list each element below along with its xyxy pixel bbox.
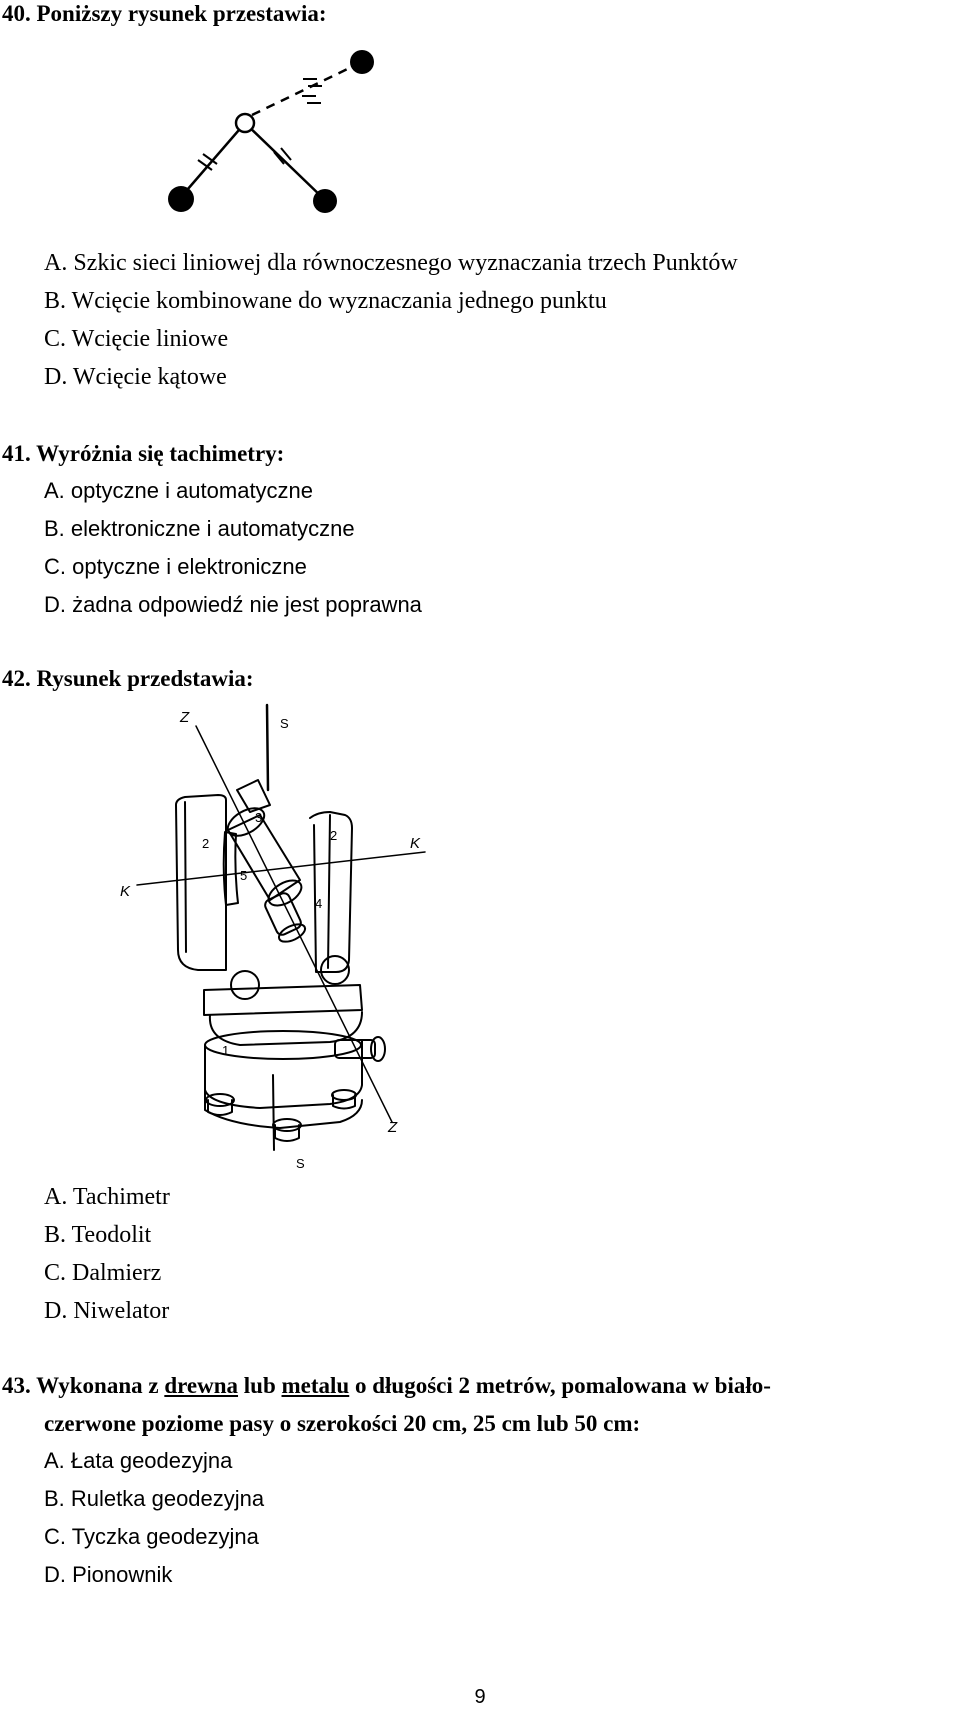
label-n5: 5 bbox=[240, 868, 248, 883]
label-n4: 4 bbox=[315, 896, 323, 911]
q42-option-b: B. Teodolit bbox=[44, 1222, 152, 1248]
q40-option-b: B. Wcięcie kombinowane do wyznaczania jednego punktu bbox=[44, 288, 607, 314]
label-s-bottom: S bbox=[296, 1156, 305, 1171]
label-k-right: K bbox=[410, 835, 421, 852]
label-k-left: K bbox=[120, 883, 131, 900]
label-s-top: S bbox=[280, 716, 289, 731]
label-z-top: Z bbox=[180, 709, 190, 726]
q41-option-d: D. żadna odpowiedź nie jest poprawna bbox=[44, 592, 422, 617]
q41-option-a: A. optyczne i automatyczne bbox=[44, 478, 314, 503]
label-n1: 1 bbox=[222, 1043, 230, 1058]
question-40-title: 40. Poniższy rysunek przestawia: bbox=[2, 1, 327, 26]
label-z-bottom: Z bbox=[388, 1119, 398, 1136]
label-n3: 3 bbox=[255, 810, 263, 825]
q40-option-c: C. Wcięcie liniowe bbox=[44, 326, 229, 352]
question-41-title: 41. Wyróżnia się tachimetry: bbox=[2, 441, 285, 466]
question-42-title: 42. Rysunek przedstawia: bbox=[2, 666, 254, 691]
q43-option-b: B. Ruletka geodezyjna bbox=[44, 1486, 265, 1511]
q40-option-a: A. Szkic sieci liniowej dla równoczesnego wyznaczania trzech Punktów bbox=[44, 250, 738, 276]
question-43-title-line1: 43. Wykonana z drewna lub metalu o długości 2 metrów, pomalowana w biało- bbox=[2, 1373, 771, 1398]
q42-option-c: C. Dalmierz bbox=[44, 1260, 162, 1286]
label-n2-right: 2 bbox=[330, 828, 338, 843]
q40-option-d: D. Wcięcie kątowe bbox=[44, 364, 227, 390]
q43-option-c: C. Tyczka geodezyjna bbox=[44, 1524, 259, 1549]
q41-option-c: C. optyczne i elektroniczne bbox=[44, 554, 307, 579]
underlined-metal: metalu bbox=[281, 1373, 350, 1398]
q43-option-d: D. Pionownik bbox=[44, 1562, 173, 1587]
q42-option-d: D. Niwelator bbox=[44, 1298, 170, 1324]
label-n2-left: 2 bbox=[202, 836, 210, 851]
question-43-title-line2: czerwone poziome pasy o szerokości 20 cm, 25 cm lub 50 cm: bbox=[44, 1411, 641, 1436]
q43-option-a: A. Łata geodezyjna bbox=[44, 1448, 233, 1473]
underlined-wood: drewna bbox=[164, 1373, 239, 1398]
q42-option-a: A. Tachimetr bbox=[44, 1184, 170, 1210]
page-number: 9 bbox=[474, 1686, 486, 1708]
q41-option-b: B. elektroniczne i automatyczne bbox=[44, 516, 355, 541]
